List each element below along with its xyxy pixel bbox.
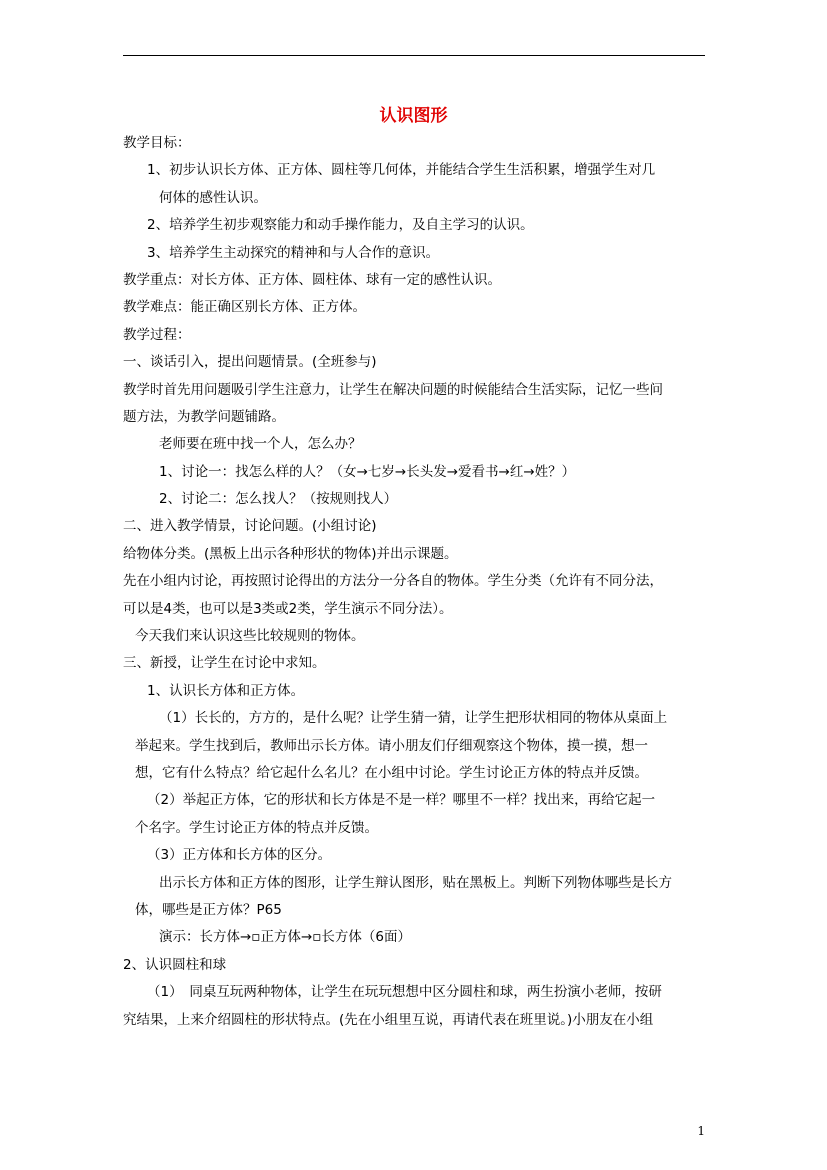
objectives-heading: 教学目标： [123, 135, 191, 151]
paragraph-line: （1） 同桌互玩两种物体，让学生在玩玩想想中区分圆柱和球，两生扮演小老师，按研 [147, 984, 662, 1001]
document-body [123, 130, 707, 1034]
section-1-heading: 一、谈话引入，提出问题情景。(全班参与) [123, 354, 377, 371]
paragraph-line: 体，哪些是正方体？P65 [135, 901, 282, 918]
paragraph-line: 举起来。学生找到后，教师出示长方体。请小朋友们仔细观察这个物体，摸一摸，想一 [135, 737, 648, 754]
section-3-heading: 三、新授，让学生在讨论中求知。 [123, 655, 326, 672]
process-heading: 教学过程： [123, 326, 191, 343]
objective-1: 1、初步认识长方体、正方体、圆柱等几何体，并能结合学生生活积累，增强学生对几 [147, 162, 656, 179]
section-2-heading: 二、进入教学情景，讨论问题。(小组讨论) [123, 518, 377, 535]
difficult-points: 教学难点：能正确区别长方体、正方体。 [123, 299, 366, 316]
document-title: 认识图形 [379, 106, 448, 126]
discussion-2: 2、讨论二：怎么找人？（按规则找人） [159, 491, 398, 508]
paragraph-line: 老师要在班中找一个人，怎么办？ [159, 436, 362, 453]
objective-3: 3、培养学生主动探究的精神和与人合作的意识。 [147, 244, 440, 261]
subsection-2-heading: 2、认识圆柱和球 [123, 956, 227, 973]
paragraph-line: 给物体分类。(黑板上出示各种形状的物体)并出示课题。 [123, 545, 458, 562]
page-number: 1 [697, 1124, 705, 1138]
key-points: 教学重点：对长方体、正方体、圆柱体、球有一定的感性认识。 [123, 271, 501, 288]
paragraph-line: 今天我们来认识这些比较规则的物体。 [135, 628, 365, 645]
discussion-1: 1、讨论一：找怎么样的人？（女→七岁→长头发→爱看书→红→姓？） [159, 463, 576, 480]
paragraph-line: 题方法，为教学问题铺路。 [123, 408, 285, 425]
paragraph-line: 个名字。学生讨论正方体的特点并反馈。 [135, 819, 378, 836]
paragraph-line: 教学时首先用问题吸引学生注意力，让学生在解决问题的时候能结合生活实际，记忆一些问 [123, 381, 663, 398]
header-rule [123, 55, 705, 56]
paragraph-line: 想，它有什么特点？给它起什么名儿？在小组中讨论。学生讨论正方体的特点并反馈。 [135, 764, 648, 781]
objective-1-continued: 何体的感性认识。 [159, 189, 267, 206]
objective-2: 2、培养学生初步观察能力和动手操作能力，及自主学习的认识。 [147, 217, 534, 234]
paragraph-line: 可以是4类，也可以是3类或2类，学生演示不同分法）。 [123, 600, 453, 617]
paragraph-line: （1）长长的，方方的，是什么呢？让学生猜一猜，让学生把形状相同的物体从桌面上 [159, 710, 668, 727]
paragraph-line: 出示长方体和正方体的图形，让学生辩认图形，贴在黑板上。判断下列物体哪些是长方 [159, 874, 672, 891]
paragraph-line: 究结果，上来介绍圆柱的形状特点。(先在小组里互说，再请代表在班里说。)小朋友在小组 [123, 1011, 654, 1028]
subsection-1-heading: 1、认识长方体和正方体。 [147, 682, 305, 699]
paragraph-line: 先在小组内讨论，再按照讨论得出的方法分一分各自的物体。学生分类（允许有不同分法， [123, 573, 663, 590]
demonstration-line: 演示：长方体→▫正方体→▫长方体（6面） [159, 929, 412, 946]
paragraph-line: （2）举起正方体，它的形状和长方体是不是一样？哪里不一样？找出来，再给它起一 [147, 792, 656, 809]
paragraph-line: （3）正方体和长方体的区分。 [147, 847, 332, 864]
